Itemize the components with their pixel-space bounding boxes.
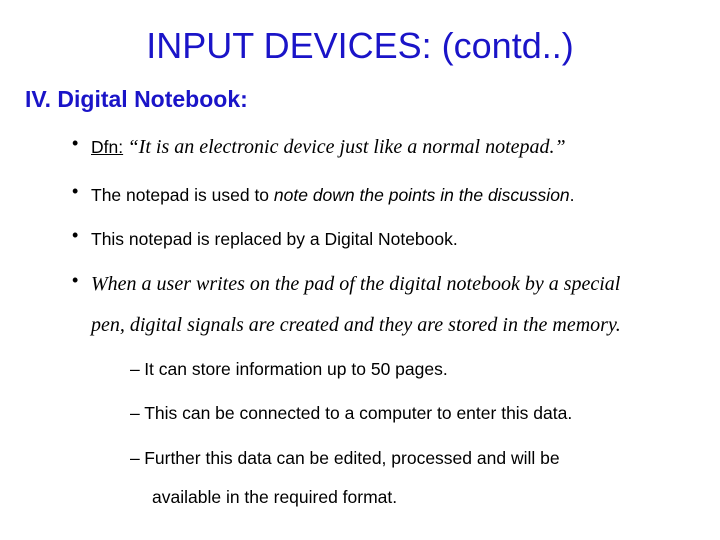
bullet-item-notepad-use xyxy=(91,181,575,209)
bullet-icon: • xyxy=(72,181,79,201)
sub-item-text: Further this data can be edited, processed and will be xyxy=(144,448,560,468)
dash-icon: – xyxy=(130,403,140,423)
definition-label: Dfn: xyxy=(91,137,124,157)
bullet-item-usage-line2: pen, digital signals are created and they are stored in the memory. xyxy=(91,314,621,336)
bullet-text-end: . xyxy=(569,185,575,205)
slide-title: INPUT DEVICES: (contd..) xyxy=(146,25,574,66)
sub-item-capacity xyxy=(130,355,448,385)
dash-icon: – xyxy=(130,448,140,468)
sub-item-text: It can store information up to 50 pages. xyxy=(144,359,448,379)
bullet-text-emphasis: note down the points in the discussion xyxy=(273,185,570,205)
sub-item-editing-line2: available in the required format. xyxy=(152,487,398,507)
bullet-icon: • xyxy=(72,225,79,245)
bullet-item-definition xyxy=(91,133,566,163)
sub-item-editing xyxy=(130,444,560,474)
bullet-icon: • xyxy=(72,133,79,153)
bullet-text: The notepad is used to xyxy=(91,185,274,205)
bullet-icon: • xyxy=(72,270,79,290)
dash-icon: – xyxy=(130,359,140,379)
sub-item-text: This can be connected to a computer to enter this data. xyxy=(144,403,573,423)
bullet-item-usage-line1: When a user writes on the pad of the digital notebook by a special xyxy=(91,273,621,295)
bullet-item-replacement: This notepad is replaced by a Digital Notebook. xyxy=(91,229,458,249)
section-heading: IV. Digital Notebook: xyxy=(25,86,248,112)
definition-text: “It is an electronic device just like a normal notepad.” xyxy=(127,136,566,158)
sub-item-connect xyxy=(130,399,572,429)
